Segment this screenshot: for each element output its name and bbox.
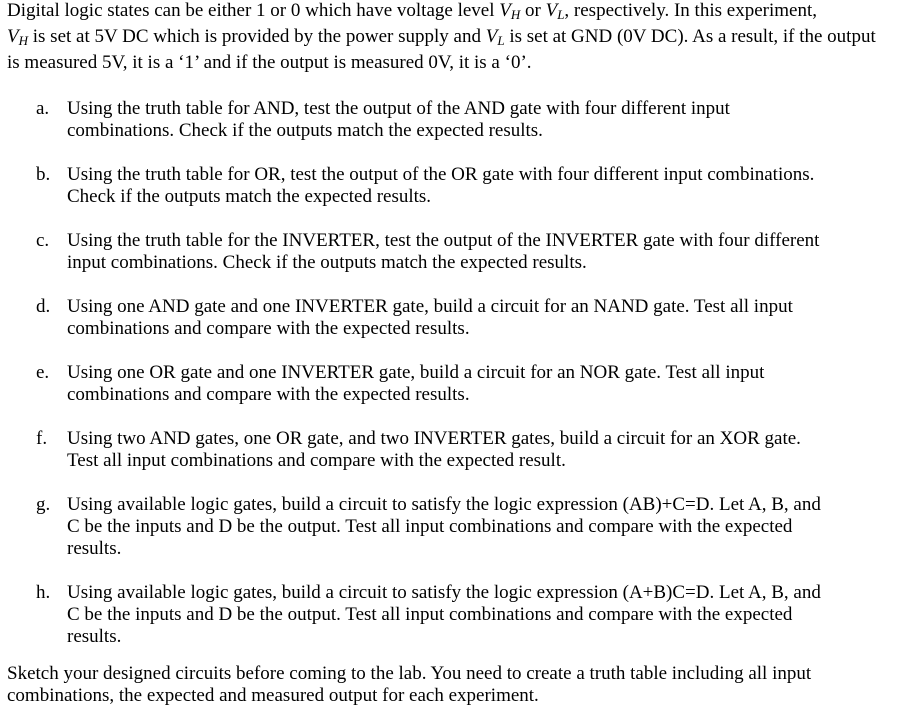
- task-letter: c.: [36, 230, 50, 251]
- task-letter: b.: [36, 164, 51, 185]
- task-line: Using available logic gates, build a circuit to satisfy the logic expression (A+B)C=D. Let A, B, and: [67, 582, 821, 603]
- task-item-a: [7, 98, 867, 142]
- task-letter: a.: [36, 98, 50, 119]
- task-line: input combinations. Check if the outputs match the expected results.: [67, 252, 587, 273]
- task-line: Using available logic gates, build a circuit to satisfy the logic expression (AB)+C=D. Let A, B, and: [67, 494, 821, 515]
- task-line: results.: [67, 626, 122, 647]
- task-line: C be the inputs and D be the output. Test all input combinations and compare with the expected: [67, 604, 793, 625]
- intro-paragraph: [7, 0, 887, 74]
- task-item-e: [7, 362, 867, 406]
- outro-line-2: combinations, the expected and measured output for each experiment.: [7, 685, 539, 706]
- task-line: combinations and compare with the expected results.: [67, 318, 470, 339]
- task-line: C be the inputs and D be the output. Test all input combinations and compare with the expected: [67, 516, 793, 537]
- task-item-g: [7, 494, 867, 560]
- intro-text-1: Digital logic states can be either 1 or 0 which have voltage level: [7, 0, 500, 21]
- vl-subscript-2: L: [497, 33, 505, 48]
- vh-symbol: V: [499, 0, 511, 21]
- task-letter: d.: [36, 296, 51, 317]
- task-line: Using two AND gates, one OR gate, and two INVERTER gates, build a circuit for an XOR gate.: [67, 428, 801, 449]
- vl-symbol: V: [545, 0, 558, 21]
- intro-text-4: is set at 5V DC which is provided by the power supply and: [28, 26, 486, 47]
- task-item-h: [7, 582, 867, 648]
- intro-text-2: or: [520, 0, 546, 21]
- intro-text-5: is set at GND (0V DC). As a result, if the output is measured 5V, it is a ‘1’ and if the output is measured 0V, it is a ‘0’.: [7, 26, 876, 73]
- task-letter: h.: [36, 582, 51, 603]
- outro-line-1: Sketch your designed circuits before coming to the lab. You need to create a truth table including all input: [7, 663, 812, 684]
- task-letter: g.: [36, 494, 51, 515]
- task-item-d: [7, 296, 867, 340]
- vh-subscript: H: [510, 7, 521, 22]
- task-line: combinations. Check if the outputs match the expected results.: [67, 120, 543, 141]
- vh-subscript-2: H: [18, 33, 28, 48]
- vl-subscript: L: [557, 7, 565, 22]
- task-line: Using one AND gate and one INVERTER gate, build a circuit for an NAND gate. Test all input: [67, 296, 793, 317]
- task-letter: e.: [36, 362, 50, 383]
- task-letter: f.: [36, 428, 48, 449]
- task-item-b: [7, 164, 867, 208]
- vh-symbol-2: V: [7, 26, 19, 47]
- task-line: Check if the outputs match the expected results.: [67, 186, 432, 207]
- task-line: Using the truth table for OR, test the output of the OR gate with four different input combinations.: [67, 164, 815, 185]
- task-line: Using the truth table for AND, test the output of the AND gate with four different input: [67, 98, 730, 119]
- vl-symbol-2: V: [485, 26, 498, 47]
- outro-paragraph: [7, 663, 897, 707]
- task-item-c: [7, 230, 867, 274]
- task-line: Using one OR gate and one INVERTER gate, build a circuit for an NOR gate. Test all input: [67, 362, 765, 383]
- task-line: results.: [67, 538, 122, 559]
- intro-text-3: , respectively. In this experiment,: [564, 0, 817, 21]
- task-line: combinations and compare with the expected results.: [67, 384, 470, 405]
- task-item-f: [7, 428, 867, 472]
- task-line: Test all input combinations and compare with the expected result.: [67, 450, 566, 471]
- task-list: [7, 98, 902, 648]
- task-line: Using the truth table for the INVERTER, test the output of the INVERTER gate with four different: [67, 230, 820, 251]
